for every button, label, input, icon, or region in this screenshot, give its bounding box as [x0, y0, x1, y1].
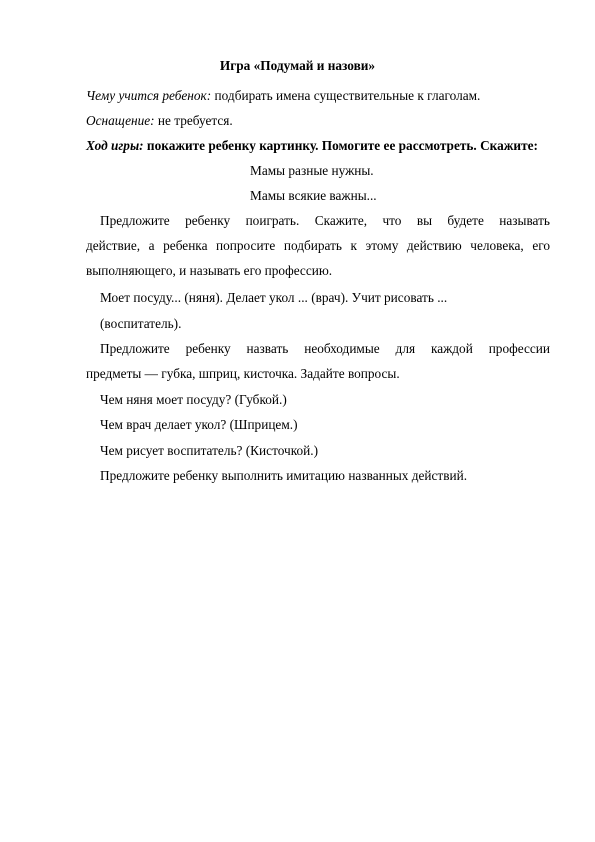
- final-line: Предложите ребенку выполнить имитацию названных действий.: [100, 468, 468, 483]
- para1-line-3: выполняющего, и называть его профессию.: [86, 263, 333, 278]
- equipment-label: Оснащение:: [86, 113, 155, 128]
- equipment-line: [86, 113, 233, 129]
- question-2: Чем врач делает укол? (Шприцем.): [100, 417, 298, 432]
- course-text: покажите ребенку картинку. Помогите ее рассмотреть. Скажите:: [143, 138, 538, 153]
- goal-label: Чему учится ребенок:: [86, 88, 212, 103]
- question-1: Чем няня моет посуду? (Губкой.): [100, 392, 287, 407]
- goal-line: [86, 88, 480, 104]
- question-3: Чем рисует воспитатель? (Кисточкой.): [100, 443, 318, 458]
- poem-line-1: Мамы разные нужны.: [250, 163, 374, 178]
- para2-line-2: (воспитатель).: [100, 316, 182, 331]
- poem-line-2: Мамы всякие важны...: [250, 188, 377, 203]
- para3-line-2: предметы — губка, шприц, кисточка. Задайте вопросы.: [86, 366, 400, 381]
- course-label: Ход игры:: [86, 138, 144, 153]
- course-line: [86, 138, 538, 154]
- equipment-text: не требуется.: [154, 113, 233, 128]
- goal-text: подбирать имена существительные к глаголам.: [211, 88, 481, 103]
- para1-line-2: действие, а ребенка попросите подбирать к этому действию человека, его: [86, 238, 550, 253]
- para3-line-1: Предложите ребенку назвать необходимые для каждой профессии: [100, 341, 550, 356]
- para2-line-1: Моет посуду... (няня). Делает укол ... (врач). Учит рисовать ...: [100, 290, 448, 305]
- para1-line-1: Предложите ребенку поиграть. Скажите, что вы будете называть: [100, 213, 550, 228]
- game-title: Игра «Подумай и назови»: [219, 58, 376, 73]
